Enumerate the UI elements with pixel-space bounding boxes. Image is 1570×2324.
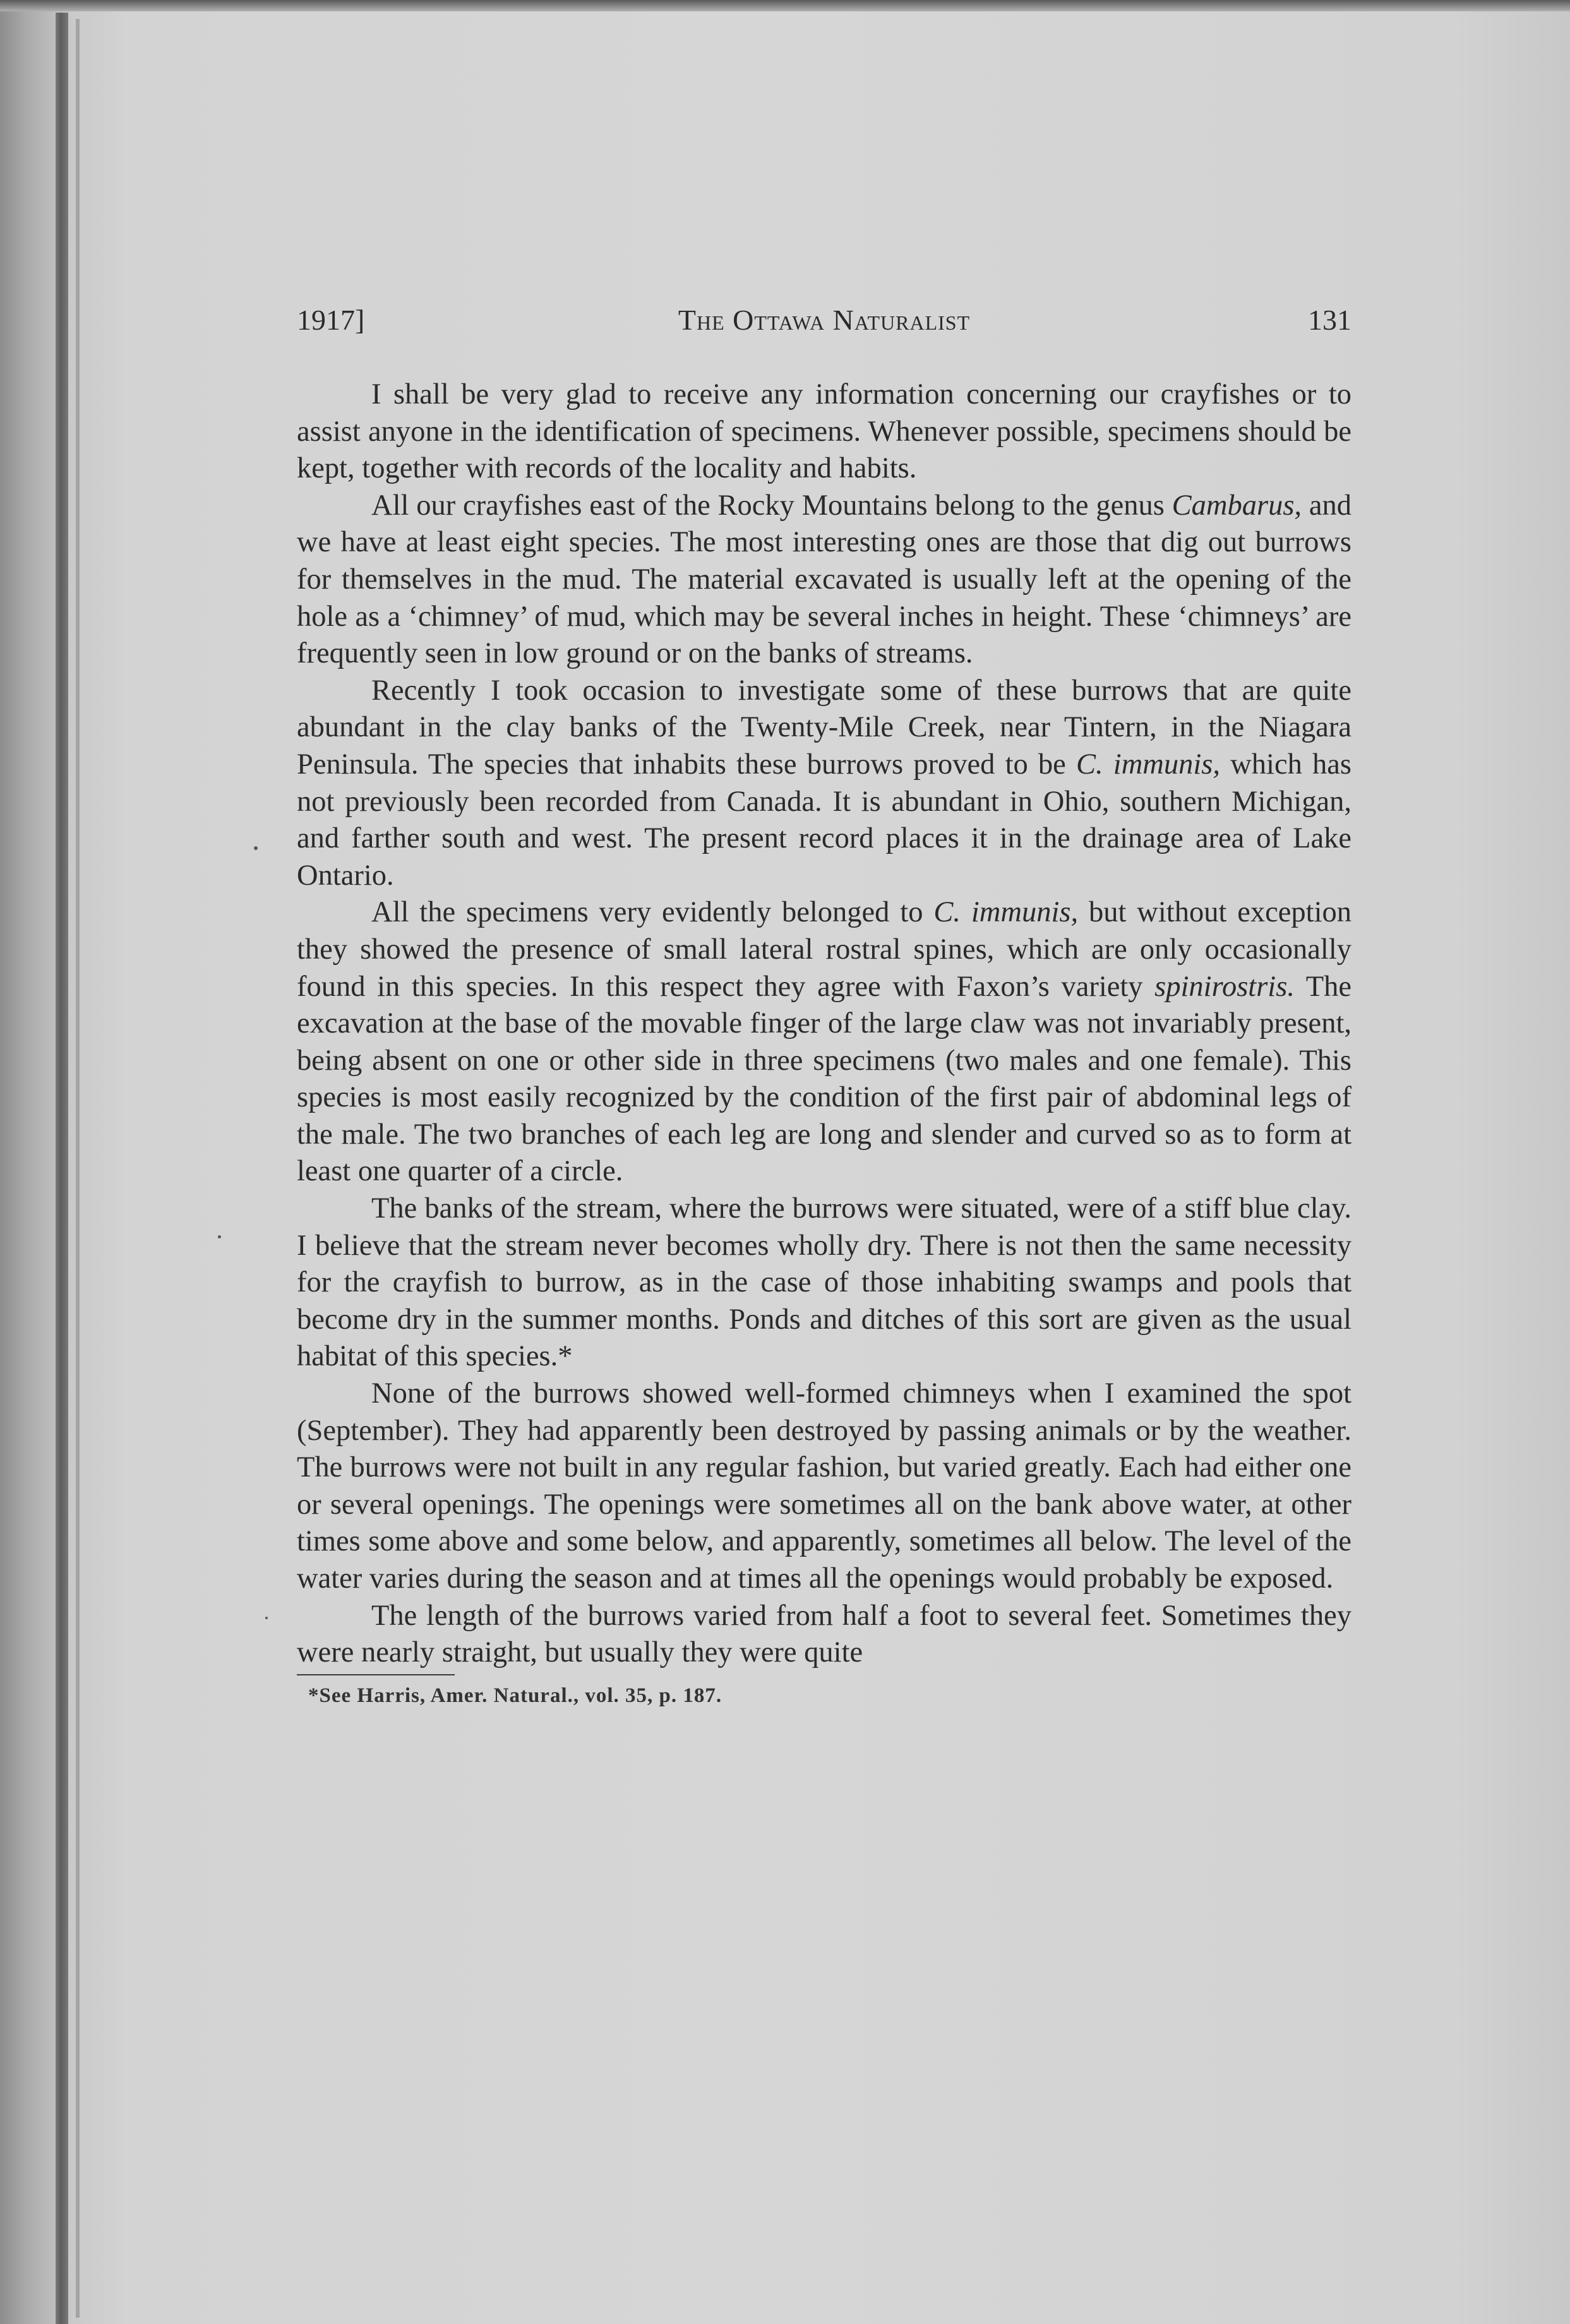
journal-title: The Ottawa Naturalist	[678, 304, 971, 336]
paragraph	[297, 1190, 1351, 1375]
paragraph	[297, 894, 1351, 1190]
italic-text: spinirostris.	[1154, 970, 1295, 1003]
text-run: Recently I took occasion to investigate some of these burrows that are quite abundant in the clay banks of the Twenty-Mile Creek, near Tintern, in the Niagara Peninsula. The species that inhabits these burrows proved to be	[297, 674, 1351, 781]
page-number: 131	[1308, 304, 1351, 336]
text-run: All the specimens very evidently belonged to	[371, 896, 934, 929]
journal-page	[297, 303, 1351, 1708]
text-run: which has not previously been recorded from Canada. It is abundant in Ohio, southern Michigan, and farther south and west. The present record places it in the drainage area of Lake Ontario.	[297, 748, 1351, 892]
italic-text: Cambarus,	[1172, 489, 1302, 522]
paragraph	[297, 376, 1351, 488]
header-year: 1917]	[297, 304, 365, 336]
paragraph	[297, 488, 1351, 673]
paragraph	[297, 1598, 1351, 1672]
footnote-rule	[297, 1674, 455, 1675]
text-run: I shall be very glad to receive any information concerning our crayfishes or to assist anyone in the identification of specimens. Whenever possible, specimens should be kept, together with records of the locality and habits.	[297, 378, 1351, 485]
text-run: The length of the burrows varied from half a foot to several feet. Sometimes they were nearly straight, but usually they were quite	[297, 1599, 1351, 1669]
text-run: None of the burrows showed well-formed chimneys when I examined the spot (September). They had apparently been destroyed by passing animals or by the weather. The burrows were not built in any regular fashion, but varied greatly. Each had either one or several openings. The openings were sometimes all on the bank above water, at other times some above and some below, and apparently, sometimes all below. The level of the water varies during the season and at times all the openings would probably be exposed.	[297, 1377, 1351, 1595]
book-binding-edge	[56, 13, 68, 2324]
text-run: All our crayfishes east of the Rocky Mountains belong to the genus	[371, 489, 1172, 522]
paragraph	[297, 1375, 1351, 1598]
scan-speck	[218, 1235, 221, 1238]
page-top-edge	[0, 0, 1570, 11]
text-run: The excavation at the base of the movable finger of the large claw was not invariably present, being absent on one or other side in three specimens (two males and one female). This species is most easily recognized by the condition of the first pair of abdominal legs of the male. The two branches of each leg are long and slender and curved so as to form at least one quarter of a circle.	[297, 970, 1351, 1188]
text-run: but without exception they showed the presence of small lateral rostral spines, which are only occasionally found in this species. In this respect they agree with Faxon’s variety	[297, 896, 1352, 1003]
text-run: and we have at least eight species. The most interesting ones are those that dig out burrows for themselves in the mud. The material excavated is usually left at the opening of the hole as a ‘chimney’ of mud, which may be several inches in height. These ‘chimneys’ are frequently seen in low ground or on the banks of streams.	[297, 489, 1351, 670]
text-run: The banks of the stream, where the burrows were situated, were of a stiff blue clay. I believe that the stream never becomes wholly dry. There is not then the same necessity for the crayfish to burrow, as in the case of those inhabiting swamps and pools that become dry in the summer months. Ponds and ditches of this sort are given as the usual habitat of this species.*	[297, 1192, 1351, 1373]
footnote: *See Harris, Amer. Natural., vol. 35, p. 187.	[308, 1684, 722, 1707]
scan-speck	[265, 1617, 268, 1619]
article-body	[297, 376, 1351, 1672]
running-head	[297, 303, 1351, 347]
paragraph	[297, 673, 1351, 895]
italic-text: C. immunis,	[1076, 748, 1221, 781]
italic-text: C. immunis,	[933, 896, 1079, 929]
scan-speck	[254, 846, 258, 850]
book-binding-shadow	[76, 19, 80, 2318]
